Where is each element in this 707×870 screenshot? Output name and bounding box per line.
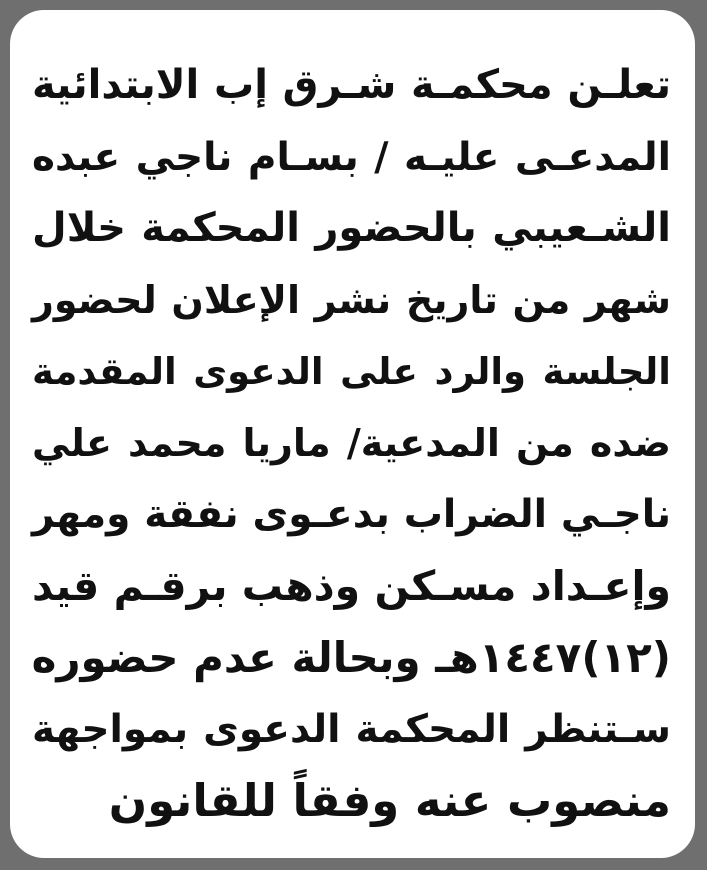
notice-line: وإعـداد مسـكن وذهب برقـم قيد <box>32 561 671 610</box>
notice-card <box>10 10 695 858</box>
notice-line: منصوب عنه وفقاً للقانون <box>108 774 671 827</box>
court-notice-text <box>32 50 671 837</box>
notice-line: الشـعيبي بالحضور المحكمة خلال <box>32 205 671 251</box>
notice-line: الجلسة والرد على الدعوى المقدمة <box>32 350 671 393</box>
notice-line: ضده من المدعية/ ماريا محمد علي <box>32 420 671 465</box>
notice-line: (١٢)١٤٤٧هـ وبحالة عدم حضوره <box>31 633 671 682</box>
notice-line: شهر من تاريخ نشر الإعلان لحضور <box>32 277 671 322</box>
notice-line: سـتنظر المحكمة الدعوى بمواجهة <box>32 706 671 752</box>
notice-line: المدعـى عليـه / بسـام ناجي عبده <box>32 134 671 180</box>
notice-line: ناجـي الضراب بدعـوى نفقة ومهر <box>32 492 671 537</box>
notice-line: تعلـن محكمـة شـرق إب الابتدائية <box>32 62 671 108</box>
